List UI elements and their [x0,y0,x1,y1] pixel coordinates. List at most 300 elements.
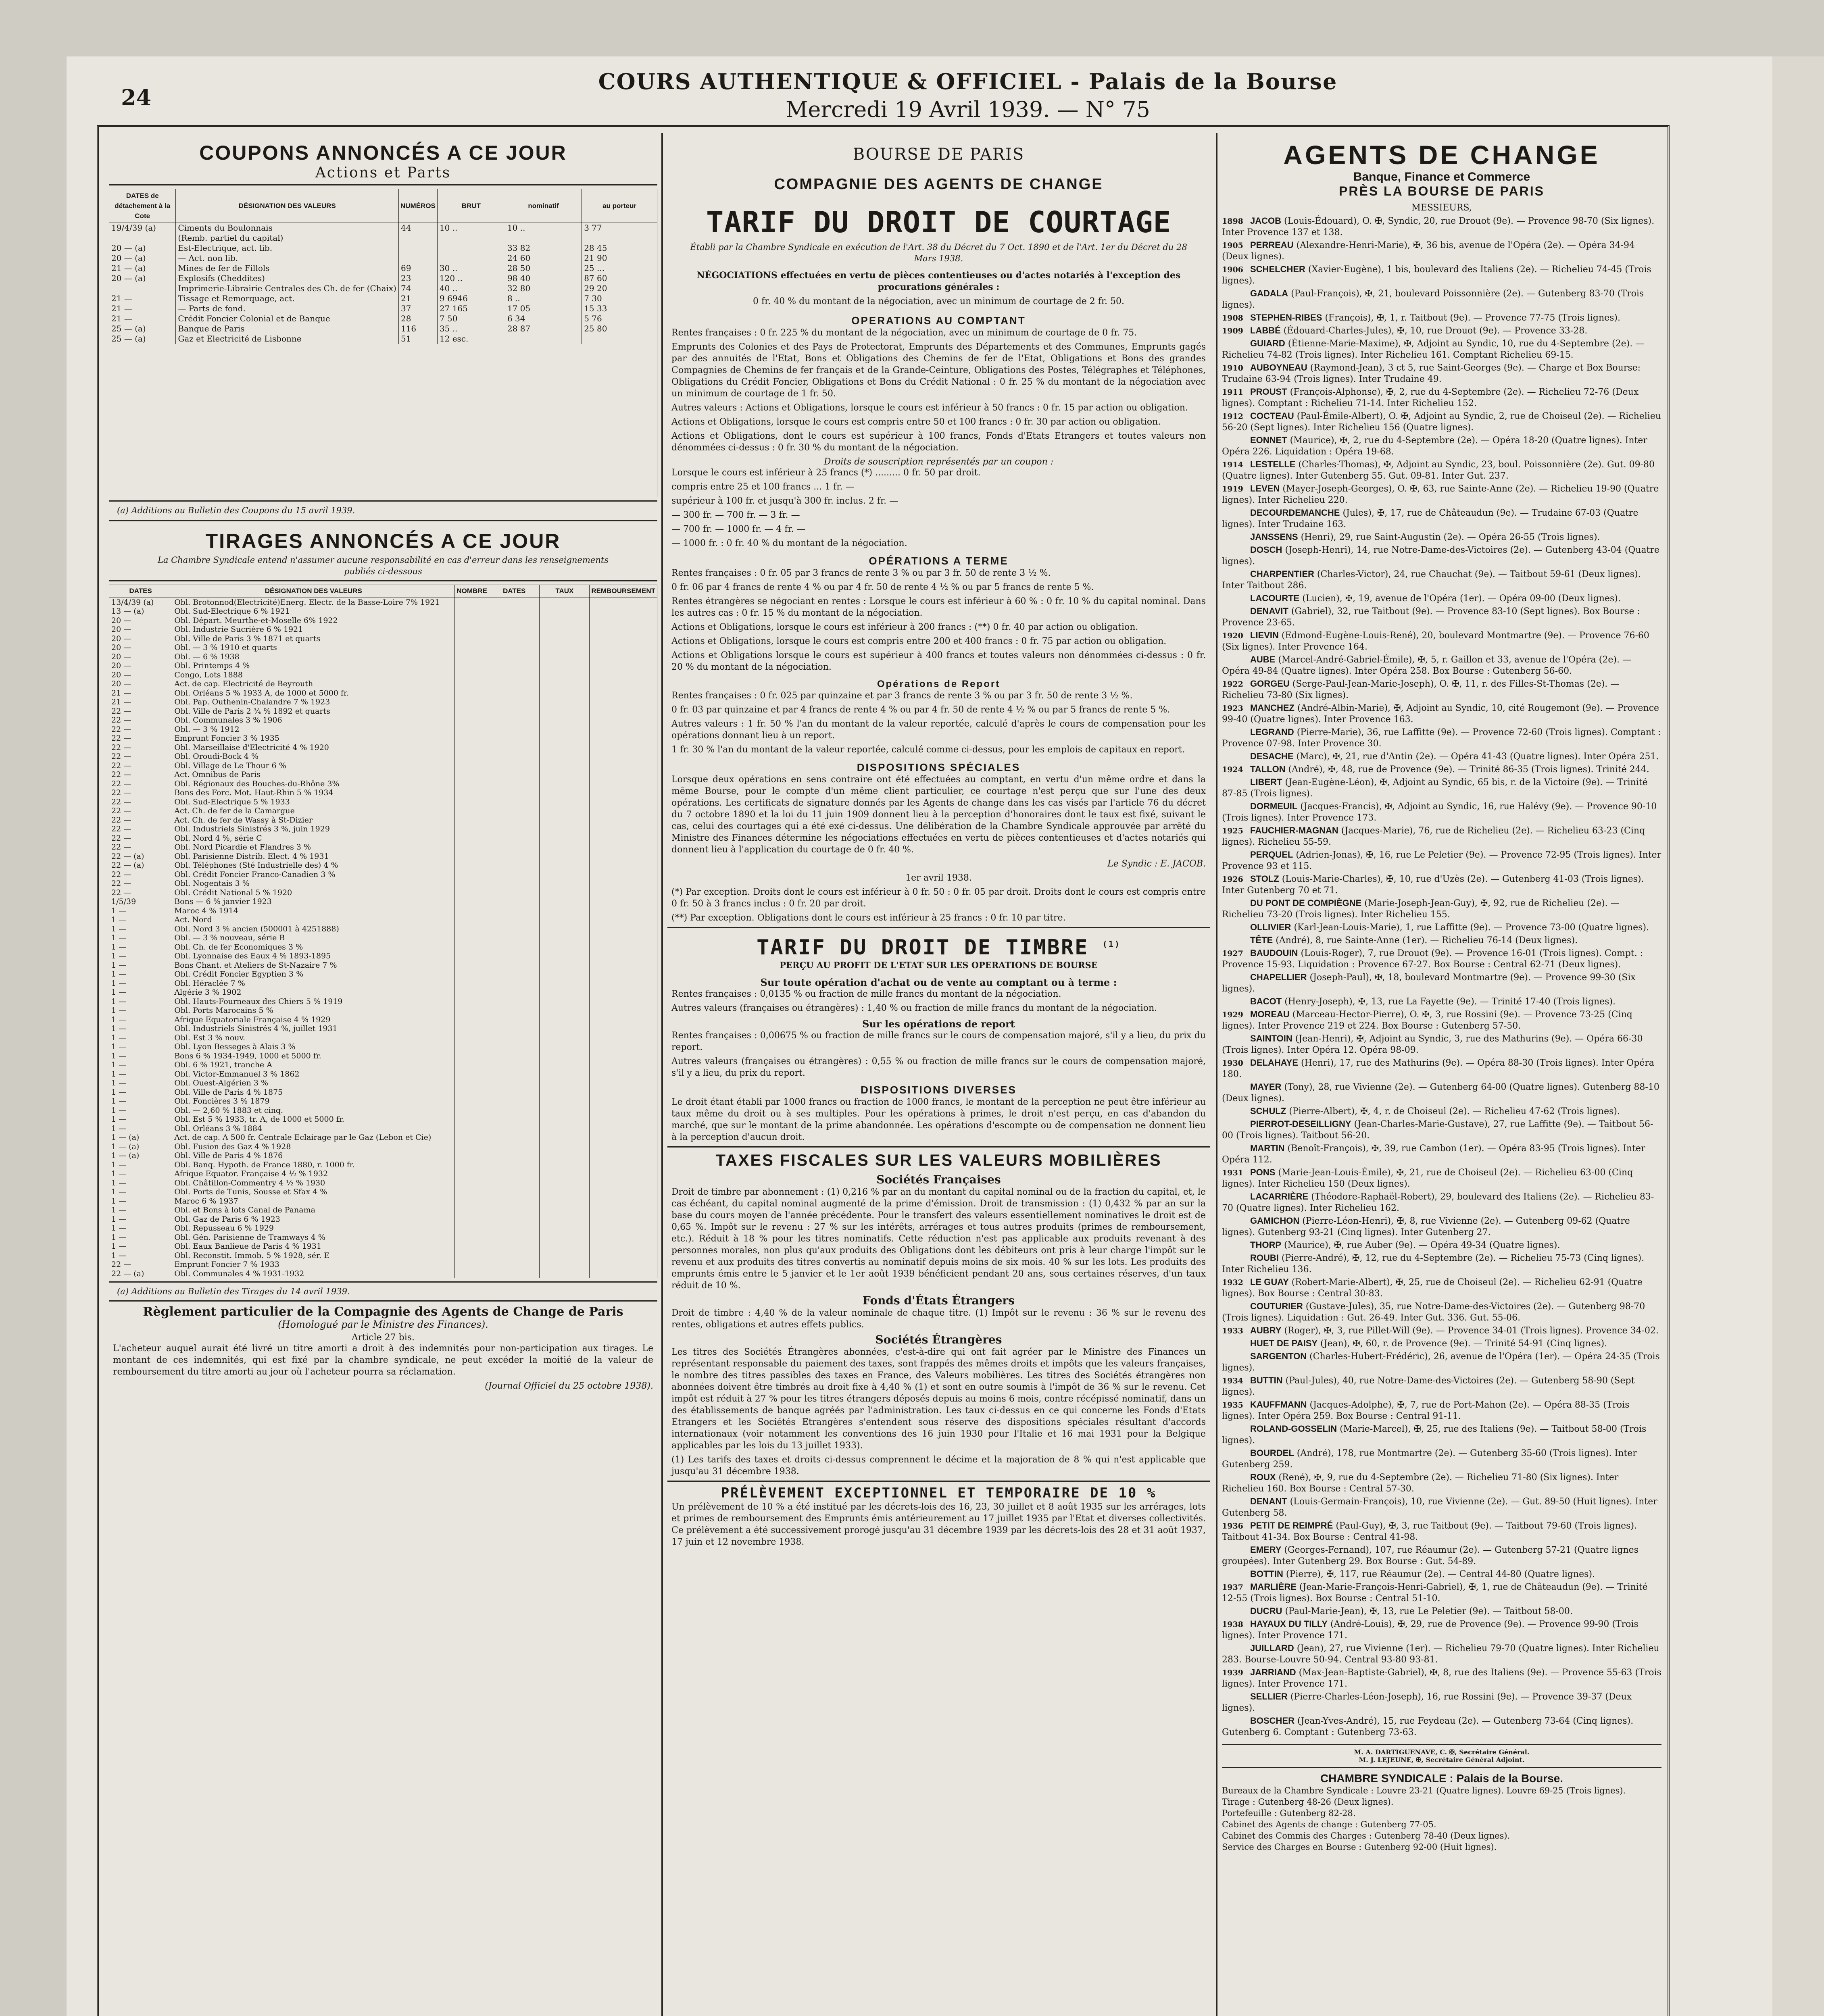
table-cell: 13 — (a) [109,607,172,616]
table-cell [540,925,590,934]
table-cell: 3 77 [582,223,657,233]
table-row [109,834,657,843]
table-cell [489,1042,540,1052]
table-cell: 17 05 [505,304,582,314]
table-cell [540,643,590,652]
table-cell [540,1206,590,1215]
table-row [109,1088,657,1097]
agent-entry [1222,1472,1661,1495]
table-cell: Obl. Crédit Foncier Franco-Canadien 3 % [172,870,455,879]
agent-details: (Louis-Roger), 7, rue Drouot (9e). — Provence 16-01 (Trois lignes). Compt. : Provence 15-93. Liquidation : Provence 67-27. Box Bourse : Central 62-71 (Deux lignes). [1222,948,1643,970]
table-cell [455,852,489,861]
agent-details: (Gustave-Jules), 35, rue Notre-Dame-des-Victoires (2e). — Gutenberg 98-70 (Trois lignes). Liquidation : Gut. 26-49. Inter Gut. 336. Gut. 55-06. [1222,1302,1645,1323]
table-cell [109,233,176,243]
table-cell [590,1133,657,1142]
table-row [109,906,657,916]
table-cell [590,1006,657,1015]
table-cell: Obl. — 2,60 % 1883 et cinq. [172,1106,455,1115]
agent-entry [1222,1106,1661,1117]
agent-details: (Karl-Jean-Louis-Marie), 1, rue Laffitte (9e). — Provence 73-00 (Quatre lignes). [1291,923,1649,933]
table-cell [489,761,540,771]
table-cell [540,770,590,779]
agent-entry [1222,630,1661,653]
table-cell: 22 — [109,761,172,771]
agent-entry [1222,849,1661,872]
table-cell [489,752,540,761]
timbre-report-title: Sur les opérations de report [862,1018,1015,1030]
agent-name: DELAHAYE [1250,1058,1298,1068]
agent-year: 1929 [1222,1010,1243,1019]
table-cell: 20 — [109,643,172,652]
agent-name: JACOB [1250,216,1282,226]
table-cell: 1 — [109,988,172,997]
paragraph: Actions et Obligations, lorsque le cours est compris entre 50 et 100 francs : 0 fr. 30 par action ou obligation. [671,417,1161,427]
secretary-line: M. J. LEJEUNE, ✠, Secrétaire Général Adjoint. [1359,1756,1525,1764]
table-cell [590,970,657,979]
table-row [109,1079,657,1088]
table-cell: 22 — [109,707,172,716]
table-cell: 35 .. [437,324,505,334]
table-cell [489,616,540,625]
table-cell [489,1124,540,1133]
table-cell: Obl. Brotonnod(Electricité)Energ. Electr. de la Basse-Loire 7% 1921 [172,598,455,607]
agent-name: BOTTIN [1250,1569,1283,1579]
table-cell: 20 — (a) [109,243,176,253]
agent-year: 1920 [1222,631,1243,640]
table-cell [455,1106,489,1115]
table-row [109,671,657,680]
table-cell [455,798,489,807]
agent-entry [1222,1252,1661,1275]
prelevement-text: Un prélèvement de 10 % a été institué par les décrets-lois des 16, 23, 30 juillet et 8 août 1935 sur les arrérages, lots et primes de remboursement des Emprunts émis antérieurement au 17 juillet 1935 par l'Etat et diverses collectivités. Ce prélèvement a été successivement prorogé jusqu'au 31 décembre 1939 par les décrets-lois des 28 et 31 août 1937, 17 juin et 12 novembre 1938. [671,1502,1206,1547]
table-cell: Obl. Orléans 5 % 1933 A, de 1000 et 5000 fr. [172,689,455,698]
agent-entry [1222,1239,1661,1251]
table-cell [590,1142,657,1152]
table-cell: Crédit Foncier Colonial et de Banque [176,314,399,324]
table-cell: Obl. Ports Marocains 5 % [172,1006,455,1015]
agent-details: (Jules), ✠, 17, rue de Châteaudun (9e). — Trudaine 67-03 (Quatre lignes). Inter Trudaine 163. [1222,508,1638,529]
agent-entry [1222,459,1661,482]
table-cell: 74 [398,283,437,294]
coupons-subtitle: Actions et Parts [315,165,451,181]
agent-entry [1222,825,1661,848]
table-cell: 40 .. [437,283,505,294]
coupons-title: COUPONS ANNONCÉS A CE JOUR [199,142,567,164]
agent-name: PERQUEL [1250,850,1293,860]
table-cell: Obl. Foncières 3 % 1879 [172,1097,455,1106]
table-cell: 10 .. [505,223,582,233]
table-cell: Obl. Gaz de Paris 6 % 1923 [172,1215,455,1224]
table-cell [489,979,540,988]
agent-entry [1222,1277,1661,1300]
table-cell [437,233,505,243]
table-cell [540,661,590,671]
table-cell [540,1006,590,1015]
column-divider [1216,133,1217,2016]
table-cell [455,1042,489,1052]
agent-name: DESACHE [1250,751,1294,761]
table-cell [489,1079,540,1088]
agent-name: PROUST [1250,387,1287,397]
table-cell [540,1251,590,1260]
table-cell: Obl. Crédit National 5 % 1920 [172,888,455,898]
table-cell: Obl. Lyon Besseges à Alais 3 % [172,1042,455,1052]
table-cell: Act. Omnibus de Paris [172,770,455,779]
table-cell [590,1106,657,1115]
table-cell [489,906,540,916]
table-cell [590,1052,657,1061]
table-cell: — Act. non lib. [176,253,399,263]
agent-details: (Lucien), ✠, 19, avenue de l'Opéra (1er). — Opéra 09-00 (Deux lignes). [1299,594,1621,604]
table-cell [489,806,540,816]
tirages-subtitle: La Chambre Syndicale entend n'assumer aucune responsabilité en cas d'erreur dans les renseignements publiés ci-dessous [157,555,609,576]
table-cell [540,716,590,725]
table-cell: Obl. Marseillaise d'Electricité 4 % 1920 [172,743,455,752]
agent-year: 1937 [1222,1583,1243,1592]
table-row [109,625,657,634]
agent-entry [1222,1715,1661,1738]
column-content [667,145,1210,1548]
table-cell [455,607,489,616]
table-row [109,643,657,652]
agent-details: (Théodore-Raphaël-Robert), 29, boulevard des Italiens (2e). — Richelieu 83-70 (Quatre lignes). Inter Richelieu 162. [1222,1192,1654,1213]
table-cell: 1 — [109,1079,172,1088]
table-row [109,616,657,625]
prelevement-title: PRÉLÈVEMENT EXCEPTIONNEL ET TEMPORAIRE DE 10 % [721,1485,1157,1501]
table-cell [489,1052,540,1061]
table-cell [489,915,540,925]
agent-entry [1222,1375,1661,1398]
table-cell: Obl. Industriels Sinistrés 4 %, juillet 1931 [172,1024,455,1033]
table-row [109,1006,657,1015]
table-cell [590,752,657,761]
table-row [109,607,657,616]
agent-name: ROLAND-GOSSELIN [1250,1424,1337,1434]
table-cell: 51 [398,334,437,344]
table-row [109,283,657,294]
table-cell [540,798,590,807]
table-cell [455,897,489,906]
table-cell [455,879,489,888]
table-cell [489,1269,540,1279]
agent-details: (Pierre-Charles-Léon-Joseph), 16, rue Rossini (9e). — Provence 39-37 (Deux lignes). [1222,1692,1632,1713]
table-cell [455,770,489,779]
table-cell: 25 80 [582,324,657,334]
table-cell [540,779,590,789]
agent-year: 1935 [1222,1401,1243,1410]
paragraph: Rentes françaises : 0 fr. 05 par 3 francs de rente 3 % ou par 3 fr. 50 de rente 3 ½ %. [671,568,1051,578]
table-cell [540,806,590,816]
table-cell [540,689,590,698]
secretaries [1222,1748,1661,1764]
agent-name: GADALA [1250,288,1288,298]
report-list [667,690,1210,756]
table-cell [489,698,540,707]
agent-year: 1930 [1222,1059,1243,1068]
agent-entry [1222,410,1661,433]
agent-details: (Joseph-Henri), 14, rue Notre-Dame-des-Victoires (2e). — Gutenberg 43-04 (Quatre lignes). [1222,545,1659,566]
table-cell [590,679,657,689]
etrangeres-text: Les titres des Sociétés Étrangères abonnées, c'est-à-dire qui ont fait agréer par le Ministre des Finances un représentant responsable du paiement des taxes, sont frappés des mêmes droits et impôts que les valeurs françaises, le nombre des titres passibles des taxes en France, des Valeurs mobilières. Les titres des Sociétés étrangères non abonnées doivent être timbrés au droit fixe à 4,40 % (1) et sont en outre soumis à l'impôt de 36 % sur le revenu. Cet impôt est réduit à 27 % pour les titres étrangers déposés depuis au moins 6 mois, contre récépissé nominatif, dans un des établissements de banque agréés par l'administration. Les taux ci-dessus en ce qui concerne les Fonds d'Etats Etrangers et les Sociétés Etrangères s'entendent sous réserve des dispositions spéciales résultant d'accords internationaux (voir notamment les conventions des 16 juin 1930 pour l'Italie et 16 mai 1931 pour la Belgique applicables par les lois du 13 juillet 1933). [671,1347,1206,1451]
table-cell: Obl. Pap. Outhenin-Chalandre 7 % 1923 [172,698,455,707]
table-cell [540,997,590,1006]
table-row [109,915,657,925]
comptant-list [667,327,1210,454]
table-cell [489,1115,540,1124]
paragraph: Actions et Obligations, lorsque le cours est inférieur à 200 francs : (**) 0 fr. 40 par action ou obligation. [671,622,1138,632]
table-cell: Obl. Régionaux des Bouches-du-Rhône 3% [172,779,455,789]
table-cell [455,979,489,988]
table-cell [455,1070,489,1079]
agent-entry [1222,1544,1661,1567]
table-cell [489,1088,540,1097]
paragraph: 1 fr. 30 % l'an du montant de la valeur reportée, calculé comme ci-dessus, pour les emplois de capitaux en report. [671,745,1185,755]
table-cell [455,816,489,825]
agent-details: (Mayer-Joseph-Georges), O. ✠, 63, rue Sainte-Anne (2e). — Richelieu 19-90 (Quatre lignes). Inter Richelieu 220. [1222,484,1659,505]
table-cell [398,253,437,263]
table-cell [590,988,657,997]
table-cell: 24 60 [505,253,582,263]
table-cell [540,725,590,734]
table-cell: 25 ... [582,263,657,273]
table-cell [455,988,489,997]
agent-entry [1222,922,1661,933]
terme-title: OPÉRATIONS A TERME [869,555,1009,567]
agent-name: JUILLARD [1250,1643,1294,1653]
agent-year: 1912 [1222,412,1243,421]
agent-name: BAUDOUIN [1250,948,1298,958]
paragraph: Lorsque le cours est inférieur à 25 francs (*) ......... 0 fr. 50 par droit. [671,468,981,478]
paragraph: Autres valeurs (françaises ou étrangères) : 0,55 % ou fraction de mille francs sur le cours de compensation majoré, s'il y a lieu, du prix du report. [671,1056,1206,1078]
report-title: Opérations de Report [877,679,1001,689]
agent-details: (Paul-Guy), ✠, 3, rue Taitbout (9e). — Taitbout 79-60 (Trois lignes). Taitbout 41-34. Box Bourse : Central 41-98. [1222,1521,1637,1542]
table-cell [590,770,657,779]
agent-entry [1222,544,1661,567]
table-cell [489,671,540,680]
table-row [109,925,657,934]
table-row [109,324,657,334]
table-cell [540,970,590,979]
agent-entry [1222,507,1661,530]
agent-name: STOLZ [1250,874,1279,884]
agent-entry [1222,873,1661,896]
table-cell [489,598,540,607]
table-row [109,334,657,344]
table-cell: 9 6946 [437,294,505,304]
table-cell [590,1088,657,1097]
table-cell [455,1169,489,1179]
table-cell [455,643,489,652]
agent-year: 1932 [1222,1278,1243,1287]
table-cell [489,1206,540,1215]
table-cell [590,1115,657,1124]
table-row [109,988,657,997]
table-row [109,1097,657,1106]
agent-name: SCHULZ [1250,1106,1286,1116]
table-cell [540,1042,590,1052]
table-cell [540,1079,590,1088]
agent-entry [1222,288,1661,311]
table-cell [590,598,657,607]
table-cell [590,798,657,807]
agent-year: 1939 [1222,1668,1243,1677]
table-cell [489,1015,540,1025]
table-cell [540,915,590,925]
paragraph: — 300 fr. — 700 fr. — 3 fr. — [671,510,800,520]
agent-name: LEVEN [1250,483,1280,494]
table-cell: Obl. Lyonnaise des Eaux 4 % 1893-1895 [172,952,455,961]
agent-entry [1222,483,1661,506]
agent-name: DORMEUIL [1250,801,1298,811]
paragraph: Autres valeurs : 1 fr. 50 % l'an du montant de la valeur reportée, calculé d'après le cours de compensation pour les opérations donnant lieu à un report. [671,719,1206,741]
table-row [109,852,657,861]
table-cell: Bons — 6 % janvier 1923 [172,897,455,906]
table-cell [590,1197,657,1206]
agent-entry [1222,1325,1661,1337]
secretary-line: M. A. DARTIGUENAVE, C. ✠, Secrétaire Général. [1354,1748,1530,1756]
table-cell: Obl. Nogentais 3 % [172,879,455,888]
table-row [109,1060,657,1070]
table-cell [489,661,540,671]
table-row [109,888,657,898]
table-cell [590,879,657,888]
agent-entry [1222,1447,1661,1470]
table-cell [489,634,540,644]
agent-entry [1222,1215,1661,1238]
table-cell: 37 [398,304,437,314]
agent-entry [1222,593,1661,604]
table-cell [540,1179,590,1188]
table-cell: Obl. et Bons à lots Canal de Panama [172,1206,455,1215]
table-cell [455,734,489,743]
tirages-table [109,585,657,1278]
table-row [109,952,657,961]
table-row [109,943,657,952]
agent-name: MANCHEZ [1250,703,1295,713]
table-cell: Act. Ch. de fer de la Camargue [172,806,455,816]
table-cell: Obl. Sud-Electrique 5 % 1933 [172,798,455,807]
agent-details: (André-Louis), ✠, 29, rue de Provence (9e). — Provence 99-90 (Trois lignes). Inter Provence 171. [1222,1619,1638,1641]
table-cell: 5 76 [582,314,657,324]
paragraph: Autres valeurs (françaises ou étrangères) : 1,40 % ou fraction de mille francs du montant de la négociation. [671,1003,1157,1013]
table-cell [455,671,489,680]
table-cell: Obl. Est 5 % 1933, tr. A, de 1000 et 5000 fr. [172,1115,455,1124]
paragraph: Rentes françaises : 0 fr. 225 % du montant de la négociation, avec un minimum de courtage de 0 fr. 75. [671,328,1137,338]
table-cell: Obl. Nord 3 % ancien (500001 à 4251888) [172,925,455,934]
timbre-op-title: Sur toute opération d'achat ou de vente au comptant ou à terme : [760,977,1117,988]
agent-details: (Gabriel), 32, rue Taitbout (9e). — Provence 83-10 (Sept lignes). Box Bourse : Provence 23-65. [1222,606,1640,628]
table-cell [590,843,657,852]
table-cell [489,1215,540,1224]
table-cell [590,1206,657,1215]
agent-details: (André-Albin-Marie), ✠, Adjoint au Syndic, 10, cité Rougemont (9e). — Provence 99-40 (Quatre lignes). Inter Provence 163. [1222,703,1659,725]
agent-name: GORGEU [1250,679,1290,689]
table-cell [540,1169,590,1179]
agent-entry [1222,569,1661,591]
table-cell [489,1033,540,1043]
table-cell [455,1060,489,1070]
table-cell [540,743,590,752]
paragraph: Rentes françaises : 0,00675 % ou fraction de mille francs sur le cours de compensation majoré, s'il y a lieu, du prix du report. [671,1031,1206,1052]
table-cell [540,843,590,852]
table-cell [455,661,489,671]
table-cell: 98 40 [505,273,582,283]
agent-details: (Edmond-Eugène-Louis-René), 20, boulevard Montmartre (9e). — Provence 76-60 (Six lignes). Inter Provence 164. [1222,631,1649,652]
agent-details: (Xavier-Eugène), 1 bis, boulevard des Italiens (2e). — Richelieu 74-45 (Trois lignes). [1222,264,1651,286]
table-row [109,806,657,816]
table-cell: 1 — [109,1097,172,1106]
table-cell [489,897,540,906]
agent-entry [1222,215,1661,238]
agent-entry [1222,678,1661,701]
table-cell: 1 — [109,915,172,925]
agent-name: SELLIER [1250,1691,1288,1702]
table-cell [455,1224,489,1233]
taxes-footnote: (1) Les tarifs des taxes et droits ci-dessus comprennent le décime et la majoration de 8 % qui n'est applicable que jusqu'au 31 décembre 1938. [671,1455,1206,1477]
agent-entry [1222,1568,1661,1580]
agent-details: (Alexandre-Henri-Marie), ✠, 36 bis, avenue de l'Opéra (2e). — Opéra 34-94 (Deux lignes). [1222,240,1635,262]
table-cell [398,243,437,253]
agent-details: (Henry-Joseph), ✠, 13, rue La Fayette (9e). — Trinité 17-40 (Trois lignes). [1282,997,1616,1007]
table-row [109,1115,657,1124]
table-cell: Gaz et Electricité de Lisbonne [176,334,399,344]
col-header: DATES de détachement à la Cote [109,189,176,223]
agent-year: 1908 [1222,314,1243,323]
table-cell: Obl. Ch. de fer Economiques 3 % [172,943,455,952]
table-cell: Bons 6 % 1934-1949, 1000 et 5000 fr. [172,1052,455,1061]
table-cell: 20 — (a) [109,253,176,263]
chambre-line: Portefeuille : Gutenberg 82-28. [1222,1808,1356,1818]
table-row [109,716,657,725]
table-cell [455,870,489,879]
agent-year: 1936 [1222,1522,1243,1531]
table-cell: Mines de fer de Fillols [176,263,399,273]
table-row [109,1124,657,1133]
agent-name: SAINTOIN [1250,1033,1292,1043]
masthead-title: COURS AUTHENTIQUE & OFFICIEL - Palais de la Bourse [598,69,1338,94]
table-row [109,779,657,789]
table-cell: 27 165 [437,304,505,314]
table-row [109,752,657,761]
table-row [109,1070,657,1079]
agent-name: COCTEAU [1250,411,1294,421]
table-cell [455,779,489,789]
table-cell [489,679,540,689]
table-cell: 22 — [109,870,172,879]
syndic-date: 1er avril 1938. [905,873,972,883]
agent-entry [1222,1191,1661,1214]
agent-details: (Charles-Hubert-Frédéric), 26, avenue de l'Opéra (1er). — Opéra 24-35 (Trois lignes). [1222,1352,1660,1373]
agent-entry [1222,948,1661,971]
table-cell: Obl. Sud-Electrique 6 % 1921 [172,607,455,616]
table-cell [590,1070,657,1079]
agent-name: AUBOYNEAU [1250,362,1307,373]
paragraph: Emprunts des Colonies et des Pays de Protectorat, Emprunts des Départements et des Communes, Emprunts gagés par des annuités de l'Etat, Bons et Obligations des Chemins de fer de l'Etat, Obligations et Bons des grandes Compagnies de Chemins de fer français et de la Grande-Ceinture, Obligations des Postes, Télégraphes et Téléphones, Obligations du Crédit Foncier, Obligations et Bons du Crédit National : 0 fr. 25 % du montant de la négociation avec un minimum de courtage de 1 fr. 50. [671,342,1206,399]
column-divider [661,133,663,2016]
paragraph: Rentes françaises : 0 fr. 025 par quinzaine et par 3 francs de rente 3 % ou par 3 fr. 50 de rente 3 ½ %. [671,691,1133,701]
agent-name: DU PONT DE COMPIÈGNE [1250,898,1362,908]
agent-details: (Paul-Émile-Albert), O. ✠, Adjoint au Syndic, 2, rue de Choiseul (2e). — Richelieu 56-20 (Sept lignes). Inter Richelieu 156 (Quatre lignes). [1222,411,1661,433]
table-cell: 1 — [109,1242,172,1251]
agent-entry [1222,1009,1661,1032]
agent-details: (André), ✠, 48, rue de Provence (9e). — Trinité 86-35 (Trois lignes). Trinité 244. [1285,764,1649,775]
table-cell: Act. de cap. A 500 fr. Centrale Eclairage par le Gaz (Lebon et Cie) [172,1133,455,1142]
table-cell: 22 — [109,1260,172,1269]
table-cell: 1 — [109,979,172,988]
table-cell: 33 82 [505,243,582,253]
table-cell [455,1187,489,1197]
table-cell: 7 30 [582,294,657,304]
